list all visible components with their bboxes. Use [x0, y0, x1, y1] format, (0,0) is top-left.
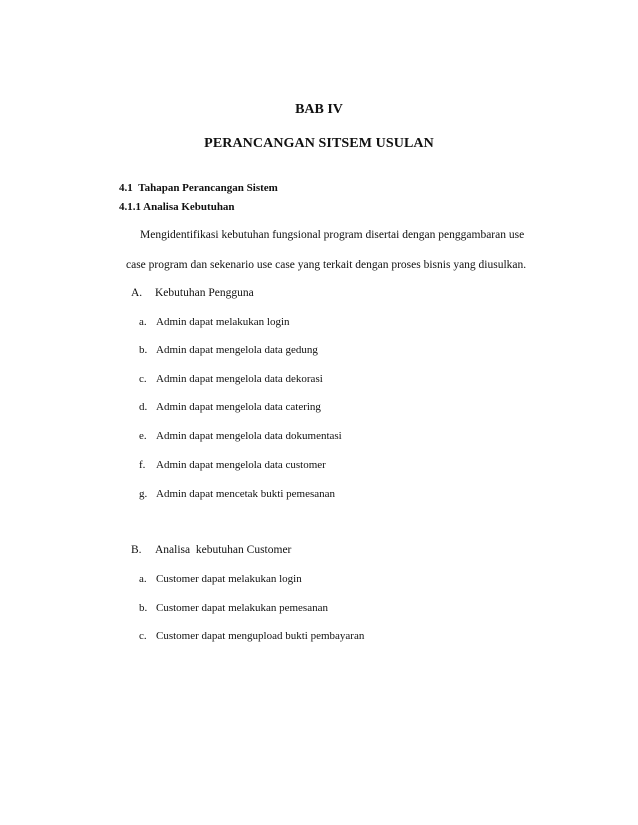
list-item-text: Customer dapat mengupload bukti pembayaran: [156, 630, 365, 642]
list-item-text: Admin dapat mengelola data customer: [156, 459, 326, 471]
paragraph-line-2: case program dan sekenario use case yang terkait dengan proses bisnis yang diusulkan.: [126, 259, 527, 271]
list-item: [139, 573, 302, 585]
list-item-letter: d.: [139, 401, 148, 413]
list-item-text: Customer dapat melakukan login: [156, 573, 302, 585]
list-item-text: Admin dapat mengelola data catering: [156, 401, 321, 413]
paragraph-line-1: Mengidentifikasi kebutuhan fungsional program disertai dengan penggambaran use: [140, 229, 525, 241]
subsection-title: Analisa Kebutuhan: [143, 201, 235, 213]
list-item-letter: a.: [139, 316, 147, 328]
subsection-number: 4.1.1: [119, 201, 141, 213]
list-item-text: Customer dapat melakukan pemesanan: [156, 602, 328, 614]
section-number: 4.1: [119, 182, 133, 194]
chapter-title: PERANCANGAN SITSEM USULAN: [204, 136, 434, 151]
list-item-text: Admin dapat mengelola data dokumentasi: [156, 430, 342, 442]
subsection-heading: [119, 201, 235, 213]
group-letter: A.: [131, 287, 143, 299]
list-item-letter: c.: [139, 373, 147, 385]
list-item-letter: f.: [139, 459, 146, 471]
list-item: [139, 430, 342, 442]
list-item: [139, 401, 321, 413]
list-item: [139, 488, 335, 500]
section-title: Tahapan Perancangan Sistem: [138, 182, 278, 194]
list-item: [139, 602, 328, 614]
group-title: Analisa kebutuhan Customer: [155, 544, 292, 556]
list-item-text: Admin dapat melakukan login: [156, 316, 290, 328]
list-item-letter: b.: [139, 602, 148, 614]
list-group-heading: [131, 287, 254, 299]
list-item-letter: g.: [139, 488, 148, 500]
list-item: [139, 316, 290, 328]
group-letter: B.: [131, 544, 142, 556]
list-item-letter: e.: [139, 430, 147, 442]
list-item: [139, 459, 326, 471]
list-item-letter: b.: [139, 344, 148, 356]
list-item-letter: c.: [139, 630, 147, 642]
list-item: [139, 344, 318, 356]
list-item-text: Admin dapat mencetak bukti pemesanan: [156, 488, 335, 500]
section-heading: [119, 182, 278, 194]
group-title: Kebutuhan Pengguna: [155, 287, 254, 299]
list-item-text: Admin dapat mengelola data dekorasi: [156, 373, 323, 385]
chapter-number: BAB IV: [295, 102, 343, 117]
list-item-text: Admin dapat mengelola data gedung: [156, 344, 318, 356]
list-group-heading: [131, 544, 292, 556]
list-item: [139, 373, 323, 385]
list-item-letter: a.: [139, 573, 147, 585]
list-item: [139, 630, 365, 642]
